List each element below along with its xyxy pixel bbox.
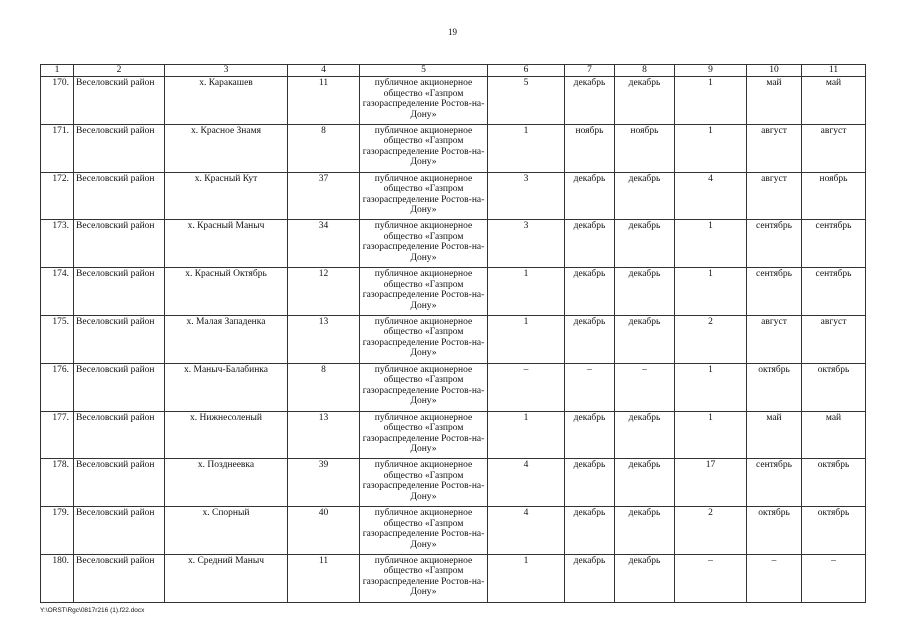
table-row <box>41 459 866 507</box>
col8-cell: декабрь <box>615 77 675 125</box>
col4-cell: 13 <box>288 411 360 459</box>
column-header-8: 8 <box>615 65 675 77</box>
organization-cell: публичное акционерное общество «Газпром газораспределение Ростов-на-Дону» <box>360 220 488 268</box>
column-header-6: 6 <box>488 65 565 77</box>
column-header-10: 10 <box>747 65 802 77</box>
table-row <box>41 268 866 316</box>
col7-cell: декабрь <box>565 459 615 507</box>
col7-cell: декабрь <box>565 220 615 268</box>
col10-cell: октябрь <box>747 363 802 411</box>
locality-cell: х. Красный Октябрь <box>165 268 288 316</box>
organization-cell: публичное акционерное общество «Газпром газораспределение Ростов-на-Дону» <box>360 77 488 125</box>
organization-cell: публичное акционерное общество «Газпром газораспределение Ростов-на-Дону» <box>360 411 488 459</box>
col10-cell: сентябрь <box>747 459 802 507</box>
locality-cell: х. Спорный <box>165 507 288 555</box>
col7-cell: декабрь <box>565 554 615 602</box>
district-cell: Веселовский район <box>74 411 165 459</box>
organization-cell: публичное акционерное общество «Газпром газораспределение Ростов-на-Дону» <box>360 268 488 316</box>
column-header-3: 3 <box>165 65 288 77</box>
col8-cell: декабрь <box>615 459 675 507</box>
locality-cell: х. Маныч-Балабинка <box>165 363 288 411</box>
col6-cell: 4 <box>488 459 565 507</box>
district-cell: Веселовский район <box>74 220 165 268</box>
district-cell: Веселовский район <box>74 77 165 125</box>
row-number: 173. <box>41 220 74 268</box>
page-number: 19 <box>448 27 457 37</box>
table-row <box>41 172 866 220</box>
row-number: 178. <box>41 459 74 507</box>
col7-cell: декабрь <box>565 411 615 459</box>
col4-cell: 11 <box>288 77 360 125</box>
table-body <box>41 77 866 603</box>
table-row <box>41 315 866 363</box>
col9-cell: 1 <box>675 363 747 411</box>
col6-cell: 4 <box>488 507 565 555</box>
col10-cell: май <box>747 411 802 459</box>
column-header-2: 2 <box>74 65 165 77</box>
col11-cell: сентябрь <box>802 268 866 316</box>
col7-cell: – <box>565 363 615 411</box>
table-row <box>41 77 866 125</box>
district-cell: Веселовский район <box>74 363 165 411</box>
district-cell: Веселовский район <box>74 315 165 363</box>
row-number: 179. <box>41 507 74 555</box>
col9-cell: 1 <box>675 77 747 125</box>
col11-cell: октябрь <box>802 459 866 507</box>
organization-cell: публичное акционерное общество «Газпром газораспределение Ростов-на-Дону» <box>360 507 488 555</box>
col11-cell: август <box>802 124 866 172</box>
column-header-1: 1 <box>41 65 74 77</box>
organization-cell: публичное акционерное общество «Газпром газораспределение Ростов-на-Дону» <box>360 554 488 602</box>
col4-cell: 12 <box>288 268 360 316</box>
col4-cell: 34 <box>288 220 360 268</box>
col10-cell: сентябрь <box>747 268 802 316</box>
col7-cell: декабрь <box>565 77 615 125</box>
col9-cell: 4 <box>675 172 747 220</box>
table-row <box>41 554 866 602</box>
district-cell: Веселовский район <box>74 554 165 602</box>
col4-cell: 11 <box>288 554 360 602</box>
district-cell: Веселовский район <box>74 459 165 507</box>
col10-cell: октябрь <box>747 507 802 555</box>
file-path-footer: Y:\ORST\Rgc\0817r216 (1).f22.docx <box>40 607 145 614</box>
locality-cell: х. Нижнесоленый <box>165 411 288 459</box>
col10-cell: август <box>747 124 802 172</box>
row-number: 171. <box>41 124 74 172</box>
locality-cell: х. Средний Маныч <box>165 554 288 602</box>
col10-cell: август <box>747 315 802 363</box>
row-number: 180. <box>41 554 74 602</box>
col4-cell: 37 <box>288 172 360 220</box>
col7-cell: декабрь <box>565 172 615 220</box>
district-cell: Веселовский район <box>74 124 165 172</box>
col8-cell: декабрь <box>615 507 675 555</box>
col6-cell: 1 <box>488 554 565 602</box>
col11-cell: – <box>802 554 866 602</box>
col11-cell: май <box>802 411 866 459</box>
col9-cell: 2 <box>675 507 747 555</box>
col7-cell: ноябрь <box>565 124 615 172</box>
col10-cell: август <box>747 172 802 220</box>
col8-cell: декабрь <box>615 554 675 602</box>
col8-cell: декабрь <box>615 315 675 363</box>
locality-cell: х. Малая Западенка <box>165 315 288 363</box>
col6-cell: 3 <box>488 172 565 220</box>
col6-cell: 5 <box>488 77 565 125</box>
col11-cell: ноябрь <box>802 172 866 220</box>
column-header-5: 5 <box>360 65 488 77</box>
col11-cell: сентябрь <box>802 220 866 268</box>
district-cell: Веселовский район <box>74 268 165 316</box>
col6-cell: – <box>488 363 565 411</box>
row-number: 174. <box>41 268 74 316</box>
col4-cell: 13 <box>288 315 360 363</box>
col9-cell: 1 <box>675 268 747 316</box>
district-cell: Веселовский район <box>74 172 165 220</box>
locality-cell: х. Красное Знамя <box>165 124 288 172</box>
col7-cell: декабрь <box>565 315 615 363</box>
col4-cell: 8 <box>288 124 360 172</box>
table-header <box>41 65 866 77</box>
col8-cell: декабрь <box>615 268 675 316</box>
col9-cell: 1 <box>675 411 747 459</box>
col8-cell: декабрь <box>615 220 675 268</box>
col11-cell: октябрь <box>802 363 866 411</box>
col11-cell: май <box>802 77 866 125</box>
row-number: 175. <box>41 315 74 363</box>
row-number: 170. <box>41 77 74 125</box>
table-row <box>41 124 866 172</box>
row-number: 176. <box>41 363 74 411</box>
col6-cell: 1 <box>488 268 565 316</box>
locality-cell: х. Красный Маныч <box>165 220 288 268</box>
organization-cell: публичное акционерное общество «Газпром газораспределение Ростов-на-Дону» <box>360 172 488 220</box>
col9-cell: 1 <box>675 220 747 268</box>
col6-cell: 1 <box>488 315 565 363</box>
col6-cell: 3 <box>488 220 565 268</box>
col6-cell: 1 <box>488 411 565 459</box>
col8-cell: ноябрь <box>615 124 675 172</box>
row-number: 177. <box>41 411 74 459</box>
table-row <box>41 507 866 555</box>
col6-cell: 1 <box>488 124 565 172</box>
col7-cell: декабрь <box>565 507 615 555</box>
column-header-9: 9 <box>675 65 747 77</box>
col9-cell: 2 <box>675 315 747 363</box>
col4-cell: 39 <box>288 459 360 507</box>
locality-cell: х. Каракашев <box>165 77 288 125</box>
col7-cell: декабрь <box>565 268 615 316</box>
column-header-11: 11 <box>802 65 866 77</box>
col8-cell: декабрь <box>615 172 675 220</box>
table-row <box>41 411 866 459</box>
col11-cell: октябрь <box>802 507 866 555</box>
col8-cell: декабрь <box>615 411 675 459</box>
district-cell: Веселовский район <box>74 507 165 555</box>
locality-cell: х. Красный Кут <box>165 172 288 220</box>
row-number: 172. <box>41 172 74 220</box>
column-header-4: 4 <box>288 65 360 77</box>
organization-cell: публичное акционерное общество «Газпром газораспределение Ростов-на-Дону» <box>360 459 488 507</box>
col10-cell: – <box>747 554 802 602</box>
col8-cell: – <box>615 363 675 411</box>
data-table <box>40 64 866 603</box>
locality-cell: х. Позднеевка <box>165 459 288 507</box>
column-header-7: 7 <box>565 65 615 77</box>
col4-cell: 40 <box>288 507 360 555</box>
organization-cell: публичное акционерное общество «Газпром газораспределение Ростов-на-Дону» <box>360 363 488 411</box>
col10-cell: май <box>747 77 802 125</box>
col11-cell: август <box>802 315 866 363</box>
col10-cell: сентябрь <box>747 220 802 268</box>
organization-cell: публичное акционерное общество «Газпром газораспределение Ростов-на-Дону» <box>360 315 488 363</box>
col9-cell: – <box>675 554 747 602</box>
table-row <box>41 363 866 411</box>
col9-cell: 17 <box>675 459 747 507</box>
table-row <box>41 220 866 268</box>
col9-cell: 1 <box>675 124 747 172</box>
organization-cell: публичное акционерное общество «Газпром газораспределение Ростов-на-Дону» <box>360 124 488 172</box>
col4-cell: 8 <box>288 363 360 411</box>
